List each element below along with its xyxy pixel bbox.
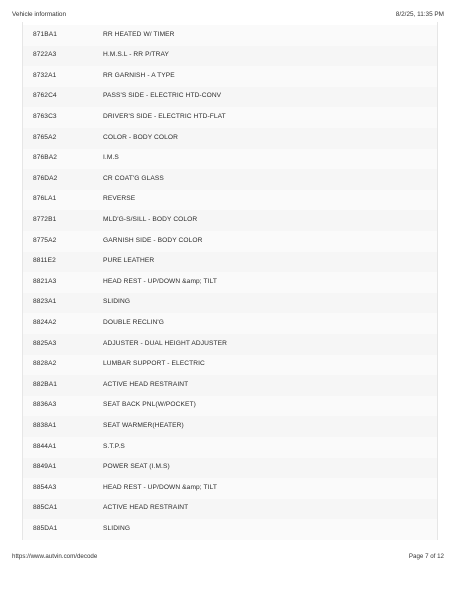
option-description: RR GARNISH - A TYPE	[103, 71, 175, 79]
table-row	[23, 169, 437, 191]
footer-url: https://www.autvin.com/decode	[12, 553, 98, 560]
option-description: I.M.S	[103, 154, 119, 162]
table-row	[23, 313, 437, 335]
option-description: DOUBLE RECLIN'G	[103, 318, 165, 326]
option-description: RR HEATED W/ TIMER	[103, 30, 175, 38]
table-row	[23, 416, 437, 438]
option-description: MLD'G-S/SILL - BODY COLOR	[103, 215, 198, 223]
table-row	[23, 231, 437, 253]
table-row	[23, 437, 437, 459]
header-datetime: 8/2/25, 11:35 PM	[395, 11, 444, 18]
table-row	[23, 478, 437, 500]
option-code: 8821A3	[33, 277, 57, 285]
option-description: DRIVER'S SIDE - ELECTRIC HTD-FLAT	[103, 112, 226, 120]
option-description: ADJUSTER - DUAL HEIGHT ADJUSTER	[103, 339, 228, 347]
option-description: REVERSE	[103, 195, 136, 203]
table-row	[23, 252, 437, 274]
option-description: GARNISH SIDE - BODY COLOR	[103, 236, 203, 244]
table-row	[23, 210, 437, 232]
option-code: 8765A2	[33, 133, 57, 141]
option-code: 885CA1	[33, 504, 58, 512]
option-description: ACTIVE HEAD RESTRAINT	[103, 504, 189, 512]
option-code: 8772B1	[33, 215, 57, 223]
table-row	[23, 334, 437, 356]
table-row	[23, 190, 437, 212]
option-code: 876BA2	[33, 154, 58, 162]
table-row	[23, 149, 437, 171]
table-row	[23, 25, 437, 47]
option-code: 8824A2	[33, 318, 57, 326]
option-description: SEAT BACK PNL(W/POCKET)	[103, 401, 196, 409]
table-row	[23, 458, 437, 480]
option-description: SEAT WARMER(HEATER)	[103, 421, 184, 429]
option-description: ACTIVE HEAD RESTRAINT	[103, 380, 189, 388]
table-row	[23, 293, 437, 315]
option-code: 8849A1	[33, 463, 57, 471]
option-code: 8722A3	[33, 51, 57, 59]
option-code: 8775A2	[33, 236, 57, 244]
option-description: SLIDING	[103, 298, 131, 306]
option-code: 8854A3	[33, 483, 57, 491]
options-table	[22, 22, 438, 540]
option-description: PASS'S SIDE - ELECTRIC HTD-CONV	[103, 92, 222, 100]
option-code: 8732A1	[33, 71, 57, 79]
option-description: H.M.S.L - RR P/TRAY	[103, 51, 170, 59]
table-row	[23, 272, 437, 294]
option-code: 8844A1	[33, 442, 57, 450]
option-description: S.T.P.S	[103, 442, 125, 450]
option-code: 8811E2	[33, 257, 56, 265]
option-code: 876DA2	[33, 174, 58, 182]
header-title: Vehicle information	[12, 11, 66, 18]
option-code: 871BA1	[33, 30, 58, 38]
option-description: PURE LEATHER	[103, 257, 155, 265]
table-row	[23, 46, 437, 68]
table-row	[23, 355, 437, 377]
option-description: POWER SEAT (I.M.S)	[103, 463, 170, 471]
table-row	[23, 375, 437, 397]
option-code: 8762C4	[33, 92, 57, 100]
table-row	[23, 499, 437, 521]
option-description: COLOR - BODY COLOR	[103, 133, 178, 141]
option-description: HEAD REST - UP/DOWN &amp; TILT	[103, 483, 218, 491]
option-description: CR COAT'G GLASS	[103, 174, 164, 182]
option-code: 8825A3	[33, 339, 57, 347]
option-code: 8838A1	[33, 421, 57, 429]
option-description: SLIDING	[103, 524, 131, 532]
option-code: 885DA1	[33, 524, 58, 532]
option-code: 8828A2	[33, 360, 57, 368]
option-code: 8836A3	[33, 401, 57, 409]
table-row	[23, 128, 437, 150]
option-description: HEAD REST - UP/DOWN &amp; TILT	[103, 277, 218, 285]
table-row	[23, 66, 437, 88]
table-row	[23, 519, 437, 541]
table-row	[23, 107, 437, 129]
option-code: 8763C3	[33, 112, 57, 120]
footer-page-number: Page 7 of 12	[408, 553, 444, 560]
table-row	[23, 87, 437, 109]
option-code: 876LA1	[33, 195, 57, 203]
option-description: LUMBAR SUPPORT - ELECTRIC	[103, 360, 205, 368]
table-row	[23, 396, 437, 418]
option-code: 8823A1	[33, 298, 57, 306]
option-code: 882BA1	[33, 380, 58, 388]
